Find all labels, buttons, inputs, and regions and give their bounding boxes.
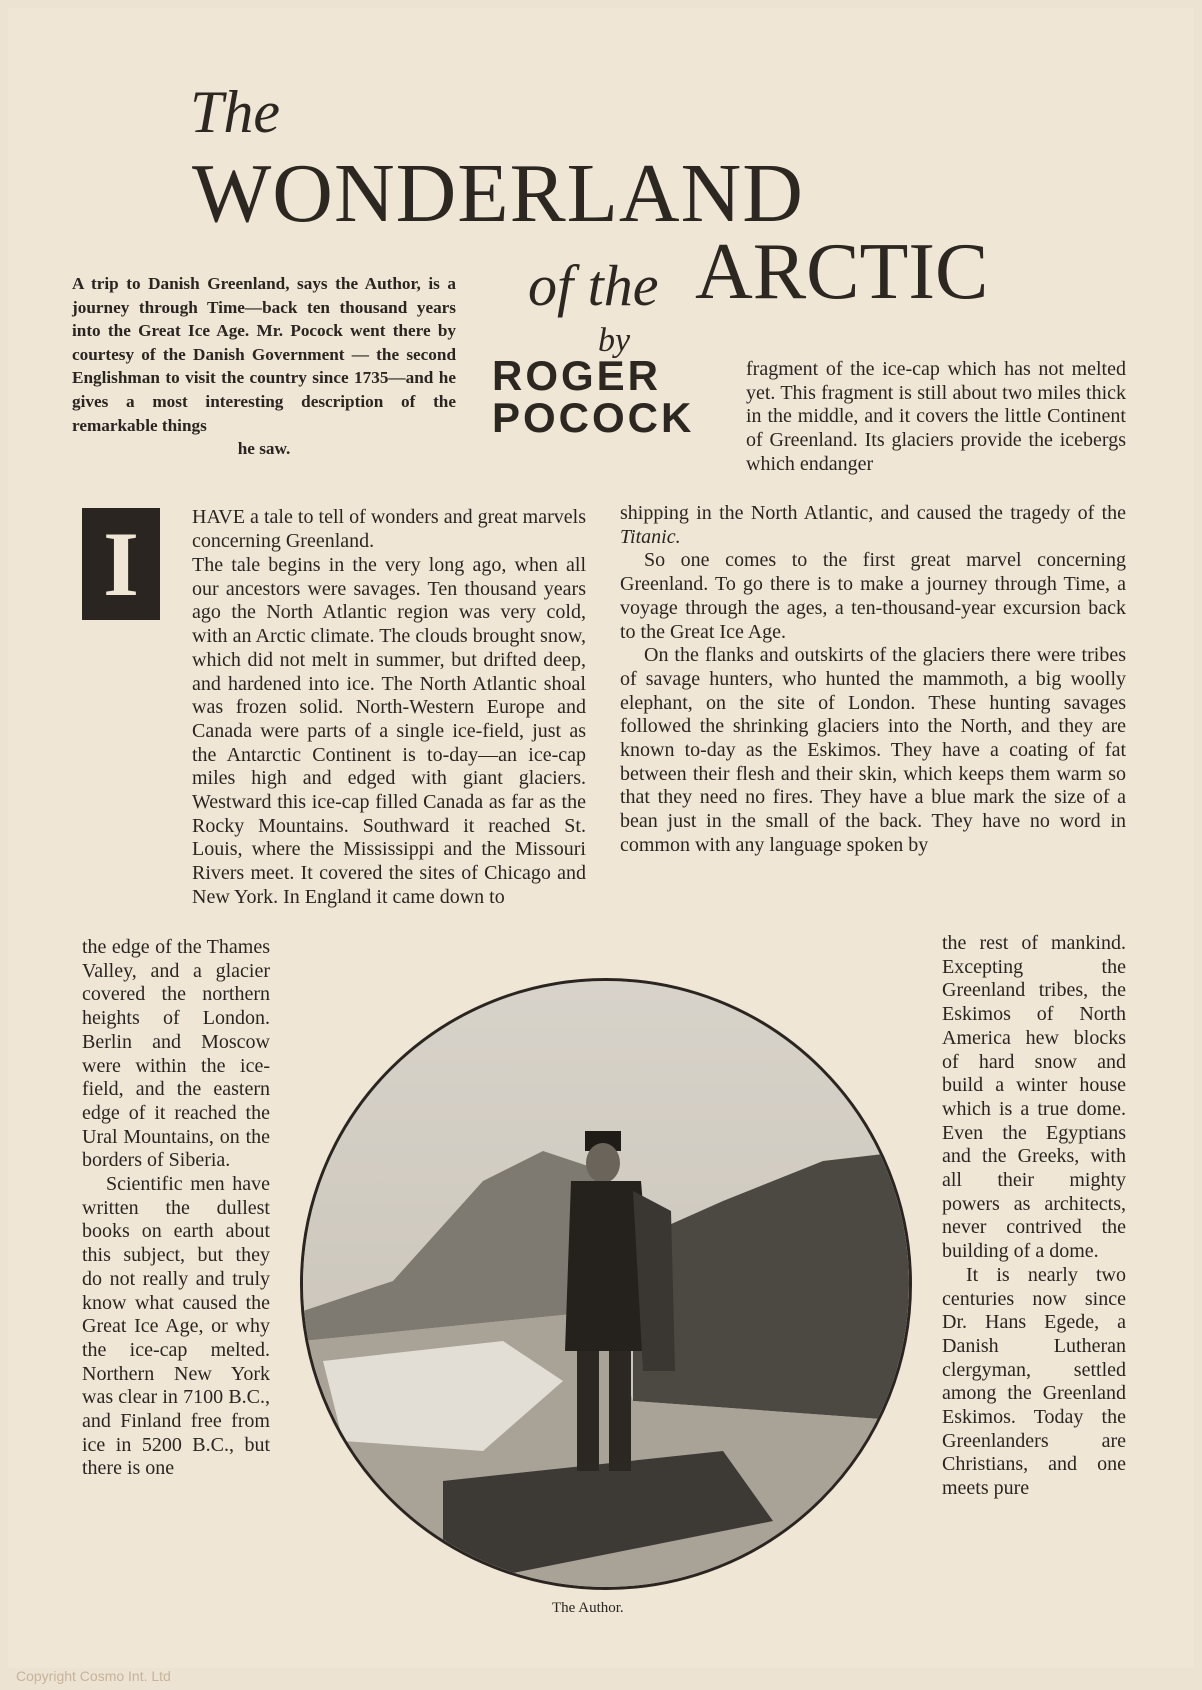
dropcap-letter: I xyxy=(82,508,160,620)
landscape-photo xyxy=(303,981,909,1587)
col2-narrow-2: It is nearly two centuries now since Dr. Hans Egede, a Danish Lutheran clergyman, settled among the Greenland Eskimos. Today the Greenlanders are Christians, and one meets pure xyxy=(942,1263,1126,1500)
title-of-the: of the xyxy=(528,253,659,318)
intro-text: A trip to Danish Greenland, says the Author, is a journey through Time—back ten thousand years into the Great Ice Age. Mr. Pocock went there by courtesy of the Danish Government — the second Englishman to visit the country since 1735—and he gives a most interesting description of the remarkable things xyxy=(72,274,456,435)
author-last-name: POCOCK xyxy=(492,394,695,441)
col2-narrow-1: the rest of mankind. Excepting the Greenland tribes, the Eskimos of North America hew blocks of hard snow and build a winter house which is a true dome. Even the Egyptians and the Greeks, with all their mighty powers as architects, never contrived the building of a dome. xyxy=(942,932,1126,1263)
byline-by: by xyxy=(598,322,631,359)
col1-lead-text: HAVE a tale to tell of wonders and great marvels concerning Greenland. xyxy=(192,506,586,552)
title-arctic: ARCTIC xyxy=(695,228,989,316)
col2-wide-1 xyxy=(620,502,1126,549)
col1-paragraph-1: The tale begins in the very long ago, when all our ancestors were savages. Ten thousand years ago the North Atlantic region was very cold, with an Arctic climate. The clouds brought snow, which did not melt in summer, but drifted deep, and hardened into ice. The North Atlantic shoal was frozen solid. North-Western Europe and Canada were parts of a single ice-field, just as the Antarctic Continent is to-day—an ice-cap miles high and edged with giant glaciers. Westward this ice-cap filled Canada as far as the Rocky Mountains. Southward it reached St. Louis, where the Mississippi and the Missouri Rivers meet. It covered the sites of Chicago and New York. In England it came down to xyxy=(192,554,586,908)
col1-narrow-2: Scientific men have written the dullest books on earth about this subject, but they do not really and truly know what caused the Great Ice Age, or why the ice-cap melted. Northern New York was clear in 7100 B.C., and Finland free from ice in 5200 B.C., but there is one xyxy=(82,1173,270,1480)
titanic-name: Titanic. xyxy=(620,525,681,548)
col1-narrow-block xyxy=(82,936,270,1481)
col2-top xyxy=(746,358,1126,477)
col1-p1-block xyxy=(82,554,586,910)
title-the: The xyxy=(190,79,280,145)
col2-narrow-block xyxy=(942,932,1126,1501)
title-wonderland: WONDERLAND xyxy=(192,147,804,240)
col2-wide-text: shipping in the North Atlantic, and caused the tragedy of the xyxy=(620,502,1126,524)
author-first-name: ROGER xyxy=(492,352,662,399)
col2-paragraph-3: On the flanks and outskirts of the glaciers there were tribes of savage hunters, who hunted the mammoth, a big woolly elephant, on the site of London. These hunting savages followed the shrinking glaciers into the North, and they are known to-day as the Eskimos. They have a coating of fat between their flesh and their skin, which keeps them warm so that they need no fires. They have a blue mark the size of a bean just in the small of the back. They have no word in common with any language spoken by xyxy=(620,644,1126,856)
copyright-watermark: Copyright Cosmo Int. Ltd xyxy=(16,1668,171,1684)
intro-last-line: he saw. xyxy=(237,439,291,459)
col2-top-text: fragment of the ice-cap which has not melted yet. This fragment is still about two miles thick in the middle, and it covers the little Continent of Greenland. Its glaciers provide the icebergs which endanger xyxy=(746,358,1126,475)
intro-standfirst xyxy=(72,272,456,461)
col1-lead xyxy=(192,506,586,553)
col1-narrow-1: the edge of the Thames Valley, and a glacier covered the northern heights of London. Berlin and Moscow were within the ice-field, and the eastern edge of it reached the Ural Mountains, on the borders of Siberia. xyxy=(82,936,270,1172)
col2-wide xyxy=(620,502,1126,858)
author-photograph xyxy=(300,978,912,1590)
photo-caption: The Author. xyxy=(552,1600,624,1616)
col2-paragraph-2: So one comes to the first great marvel concerning Greenland. To go there is to make a journey through Time, a voyage through the ages, a ten-thousand-year excursion back to the Great Ice Age. xyxy=(620,549,1126,643)
